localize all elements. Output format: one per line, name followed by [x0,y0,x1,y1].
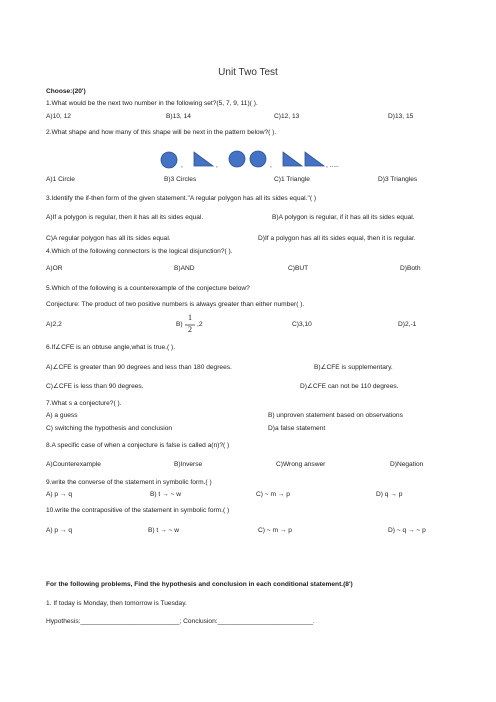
pattern-ellipsis: , ..... [326,162,339,169]
question-10: 10.write the contrapositive of the statement in symbolic form.( ) [46,507,230,514]
q6-option-d: D)∠CFE can not be 110 degrees. [300,383,399,390]
q3-option-c: C)A regular polygon has all its sides equal. [46,235,171,242]
q4-option-d: D)Both [400,265,421,272]
question-9: 9.write the converse of the statement in symbolic form.( ) [46,479,212,486]
question-2: 2.What shape and how many of this shape will be next in the pattern below?( ). [46,129,277,136]
q4-option-b: B)AND [174,265,195,272]
triangle-shape [283,152,302,166]
q8-option-c: C)Wrong answer [276,461,326,468]
section-heading-conditional: For the following problems, Find the hypothesis and conclusion in each conditional statement.(8') [46,581,353,588]
q7-option-c: C) switching the hypothesis and conclusion [46,425,173,432]
q2-option-c: C)1 Triangle [274,176,310,183]
triangle-shape [305,152,324,166]
q3-option-b: B)A polygon is regular, if it has all its sides equal. [272,214,415,221]
q1-option-b: B)13, 14 [166,113,191,120]
q3-option-a: A)If a polygon is regular, then it has all its sides equal. [46,214,204,221]
q5-option-a: A)2,2 [46,321,62,328]
question-1: 1.What would be the next two number in the following set?(5, 7, 9, 11)( ). [46,100,258,107]
q8-option-a: A)Counterexample [46,461,101,468]
question-6: 6.If∠CFE is an obtuse angle,what is true.( ). [46,344,176,351]
q10-option-b: B) t → ~ w [148,527,179,534]
problem-1: 1. If today is Monday, then tomorrow is Tuesday. [46,600,187,607]
q1-option-a: A)10, 12 [46,113,71,120]
q10-option-a: A) p → q [46,527,73,534]
fraction-numerator: 1 [188,313,192,322]
question-3: 3.Identify the if-then form of the given statement."A regular polygon has all its sides equal."( ) [46,195,317,202]
q3-option-d: D)If a polygon has all its sides equal, then it is regular. [258,235,416,242]
pattern-separator: , [181,162,183,169]
q6-option-a: A)∠CFE is greater than 90 degrees and less than 180 degrees. [46,364,232,371]
q6-option-b: B)∠CFE is supplementary. [314,364,393,371]
q5-option-c: C)3,10 [292,321,312,328]
q7-option-d: D)a false statement [268,425,326,432]
question-5: 5.Which of the following is a counterexample of the conjecture below? [46,285,250,292]
q10-option-d: D) ~ q → ~ p [388,527,426,534]
q4-option-a: A)OR [46,265,63,272]
q8-option-b: B)Inverse [174,461,203,468]
circle-shape [229,151,245,167]
circle-shape [161,152,177,168]
q5-option-b-label: B) [176,321,183,328]
pattern-separator: , [270,162,272,169]
q7-option-b: B) unproven statement based on observations [268,412,403,419]
q1-option-d: D)13, 15 [388,113,414,120]
fraction-denominator: 2 [188,325,192,334]
triangle-shape [194,152,213,166]
q4-option-c: C)BUT [288,265,309,272]
page-title: Unit Two Test [218,67,278,78]
question-4: 4.Which of the following connectors is the logical disjunction?( ). [46,248,233,255]
question-8: 8.A specific case of when a conjecture is false is called a(n)?( ) [46,442,230,449]
q9-option-c: C) ~ m → p [256,491,290,498]
problem-1-answer-line[interactable]: Hypothesis:___________________________; Conclusion:__________________________. [46,618,315,625]
q8-option-d: D)Negation [390,461,424,468]
pattern-separator: , [216,162,218,169]
q5-conjecture: Conjecture: The product of two positive numbers is always greater than either number( ). [46,301,305,308]
q2-option-d: D)3 Triangles [378,176,418,183]
q9-option-b: B) t → ~ w [150,491,181,498]
q5-option-d: D)2,-1 [398,321,417,328]
q1-option-c: C)12, 13 [274,113,300,120]
q10-option-c: C) ~ m → p [258,527,292,534]
q9-option-d: D) q → p [376,491,403,498]
q2-option-b: B)3 Circles [164,176,197,183]
q5-option-b-rest: ,2 [197,321,203,328]
shape-pattern [0,146,496,176]
q2-option-a: A)1 Circle [46,176,75,183]
section-heading-choose: Choose:(20') [46,88,86,95]
q6-option-c: C)∠CFE is less than 90 degrees. [46,383,144,390]
q7-option-a: A) a guess [46,412,78,419]
q9-option-a: A) p → q [46,491,73,498]
question-7: 7.What s a conjecture?( ). [46,400,122,407]
circle-shape [250,151,266,167]
